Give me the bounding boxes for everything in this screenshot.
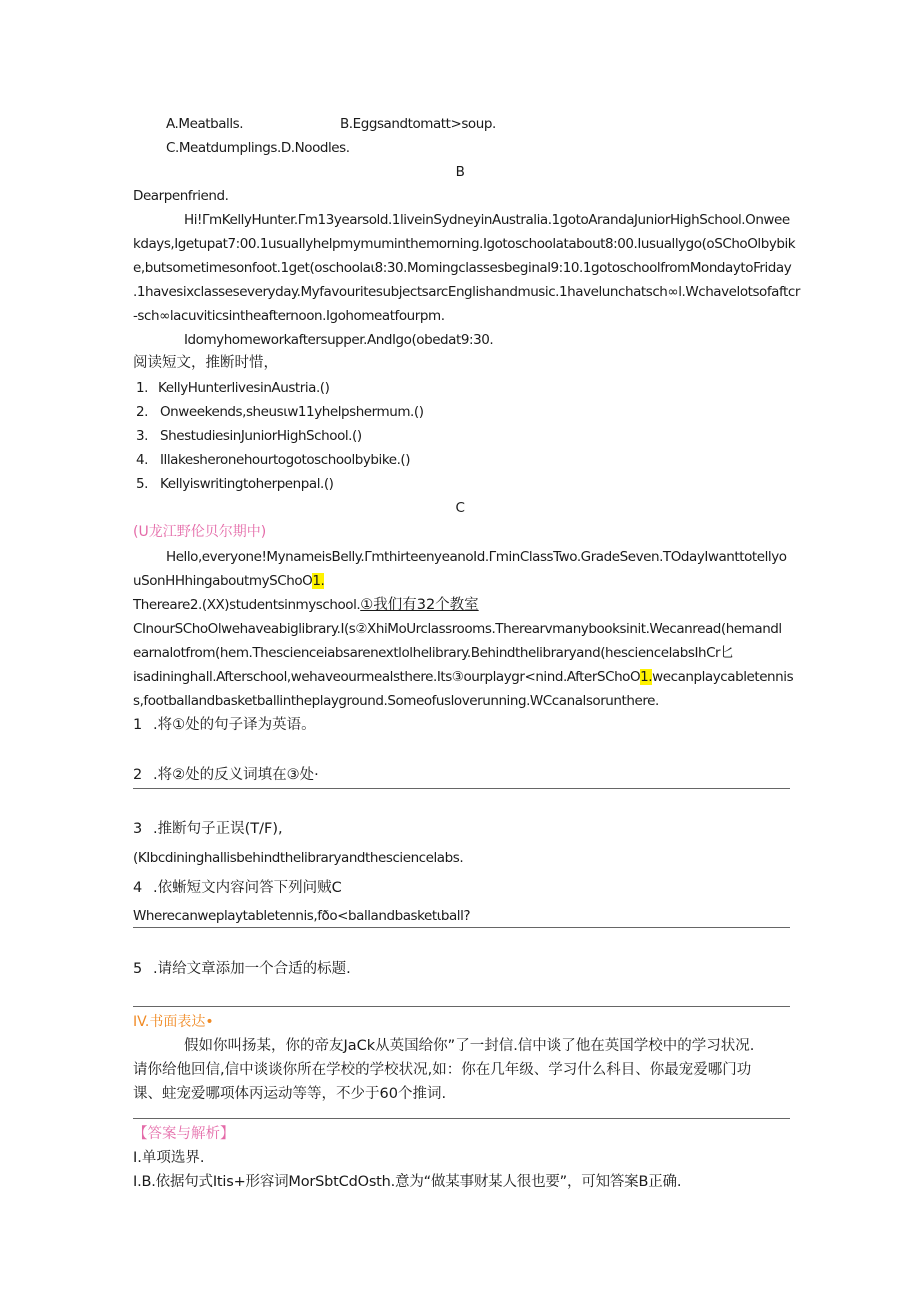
answer-line bbox=[133, 1118, 790, 1119]
question-number: 1 bbox=[133, 717, 143, 733]
question-text: ShestudiesinJuniorHighSchool.() bbox=[160, 428, 362, 444]
question-number: 3. bbox=[136, 428, 148, 444]
question-number: 4 bbox=[133, 880, 143, 896]
section-iv-heading: IV.书面表达• bbox=[133, 1014, 214, 1030]
option-b: B.Eggsandtomatt>soup. bbox=[340, 116, 496, 132]
passage-c-line bbox=[133, 668, 793, 686]
question-number: 3 bbox=[133, 821, 143, 837]
writing-prompt-line: 假如你叫扬某，你的帝友JaCk从英国给你”了一封信.信中谈了他在英国学校中的学习状况. bbox=[184, 1038, 755, 1054]
question-number: 1. bbox=[136, 380, 148, 396]
passage-text: wecanplaycabletennis bbox=[652, 669, 794, 685]
question-number: 5. bbox=[136, 476, 148, 492]
c-question-2 bbox=[133, 766, 319, 784]
question-number: 2 bbox=[133, 767, 143, 783]
answer-explanation: I.B.依据句式Itis+形容词MorSbtCdOsth.意为“做某事财某人很也要”，可知答案B正确. bbox=[133, 1174, 682, 1190]
section-b-heading: B bbox=[455, 164, 465, 180]
answer-line bbox=[133, 1006, 790, 1007]
option-a: A.Meatballs. bbox=[166, 116, 244, 132]
passage-text: isadininghall.Afterschool,wehaveourmealsthere.Its③ourplaygr<nind.AfterSChoO bbox=[133, 669, 641, 685]
question-number: 5 bbox=[133, 961, 143, 977]
tf-question bbox=[136, 451, 410, 469]
passage-b-line: -sch∞lacuviticsintheafternoon.Igohomeatfourpm. bbox=[133, 308, 445, 324]
answers-section: I.单项选界. bbox=[133, 1150, 205, 1166]
passage-b-line: kdays,Igetupat7:00.1usuallyhelpmymuminthemorning.Igotoschoolatabout8:00.Iusuallygo(oSChoOlbybik bbox=[133, 236, 796, 252]
passage-c-line: s,footballandbasketballintheplayground.Someofusloverunning.WCcanalsorunthere. bbox=[133, 693, 659, 709]
question-text: .将①处的句子译为英语。 bbox=[153, 717, 316, 733]
c-question-4 bbox=[133, 879, 342, 897]
c-question-4-prompt: Wherecanweplaytabletennis,fðo<ballandbasketιball? bbox=[133, 908, 471, 924]
highlighted-text: 1. bbox=[640, 669, 653, 685]
c-question-1 bbox=[133, 716, 316, 734]
question-number: 4. bbox=[136, 452, 148, 468]
question-text: KellyHunterlivesinAustria.() bbox=[158, 380, 330, 396]
passage-text: Thereare2.(XX)studentsinmyschool. bbox=[133, 597, 361, 613]
question-number: 2. bbox=[136, 404, 148, 420]
c-question-5 bbox=[133, 960, 351, 978]
passage-b-line: e,butsometimesonfoot.1get(oschoolaι8:30.Momingclassesbeginal9:10.1gotoschoolfromMondaytoFriday bbox=[133, 260, 792, 276]
c-question-3-statement: (KIbcdininghallisbehindthelibraryandthesciencelabs. bbox=[133, 850, 464, 866]
underlined-sentence-1: ①我们有32个教室 bbox=[360, 597, 479, 613]
letter-greeting: Dearpenfriend. bbox=[133, 188, 229, 204]
question-text: Onweekends,sheusιw11yhelpshermum.() bbox=[160, 404, 424, 420]
letter-closing: Idomyhomeworkaftersupper.AndIgo(obedat9:30. bbox=[184, 332, 494, 348]
writing-prompt-line: 课、蛀宠爱哪项体丙运动等等，不少于60个推词. bbox=[133, 1086, 447, 1102]
option-c-d: C.Meatdumplings.D.Noodles. bbox=[166, 140, 350, 156]
section-c-heading: C bbox=[455, 500, 465, 516]
tf-question bbox=[136, 379, 329, 397]
tf-question bbox=[136, 475, 334, 493]
passage-c-line: CInourSChoOlwehaveabiglibrary.I(s②XhiMoUrclassrooms.Therearvmanybooksinit.Wecanread(hemandl bbox=[133, 621, 782, 637]
tf-question bbox=[136, 427, 362, 445]
passage-c-line bbox=[133, 572, 324, 590]
passage-b-line: .1havesixclasseseveryday.MyfavouritesubjectsarcEnglishandmusic.1havelunchatsch∞l.Wchavelotsofaftcr bbox=[133, 284, 800, 300]
passage-c-line bbox=[133, 596, 479, 614]
question-text: .推断句子正误(T/F), bbox=[153, 821, 283, 837]
c-question-3 bbox=[133, 820, 283, 838]
section-b-instruction: 阅读短文，推断时惜， bbox=[133, 355, 278, 371]
answer-line bbox=[133, 788, 790, 789]
writing-prompt-line: 请你给他回信,信中谈谈你所在学校的学校状况,如：你在几年级、学习什么科目、你最宠爱哪门功 bbox=[133, 1062, 752, 1078]
passage-c-line: earnalotfrom(hem.Thescienceiabsarenextlolhelibrary.Behindthelibraryand(hesciencelabsIhCr匕 bbox=[133, 645, 734, 661]
passage-c-line: Hello,everyone!MynameisBelly.ΓmthirteenyeanoId.ΓminClassTwo.GradeSeven.TOdayIwanttotellyo bbox=[166, 549, 787, 565]
passage-text: uSonHHhingaboutmySChoO bbox=[133, 573, 313, 589]
source-label: (U龙江野伦贝尔期中) bbox=[133, 524, 267, 540]
question-text: Illakesheronehourtogotoschoolbybike.() bbox=[160, 452, 411, 468]
question-text: Kellyiswritingtoherpenpal.() bbox=[160, 476, 334, 492]
question-text: .将②处的反义词填在③处· bbox=[153, 767, 319, 783]
question-text: .依蜥短文内容问答下列问贼C bbox=[153, 880, 342, 896]
highlighted-text: 1. bbox=[312, 573, 325, 589]
answers-heading: 【答案与解析】 bbox=[133, 1126, 235, 1142]
question-text: .请给文章添加一个合适的标题. bbox=[153, 961, 351, 977]
passage-b-line: Hi!ΓmKellyHunter.Γm13yearsold.1liveinSydneyinAustralia.1gotoArandaJuniorHighSchool.Onwee bbox=[184, 212, 790, 228]
answer-line bbox=[133, 927, 790, 928]
tf-question bbox=[136, 403, 424, 421]
